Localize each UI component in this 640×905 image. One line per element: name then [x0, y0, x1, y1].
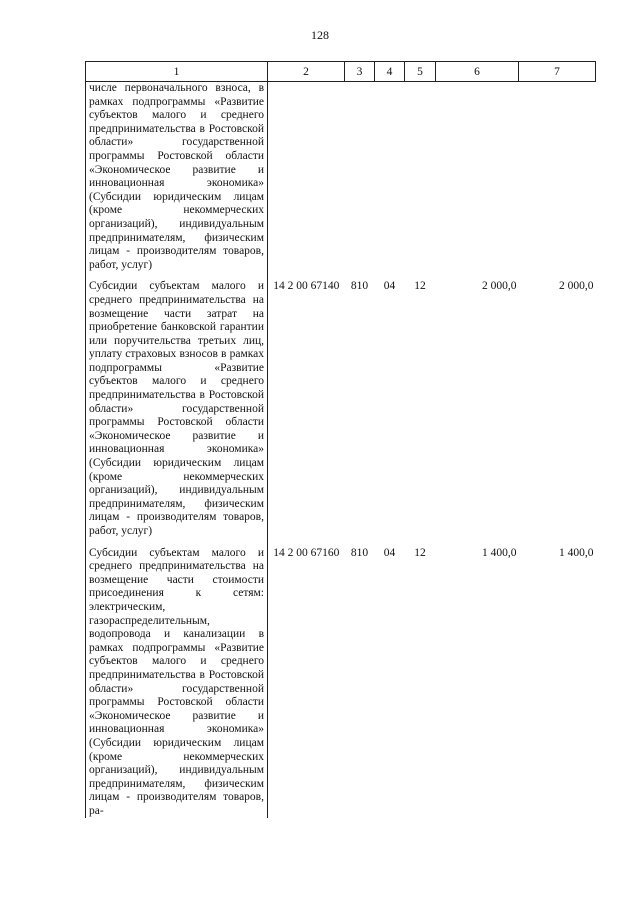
header-col-7: 7 [519, 62, 596, 82]
header-col-2: 2 [268, 62, 345, 82]
header-col-5: 5 [405, 62, 436, 82]
header-col-1: 1 [86, 62, 268, 82]
row-col5 [405, 82, 436, 273]
row-col4 [375, 82, 405, 273]
header-row [86, 62, 596, 82]
row-col3: 810 [350, 280, 369, 293]
row-col4: 04 [383, 280, 396, 293]
row-description: числе первоначального взноса, в рамках подпрограммы «Развитие субъектов малого и среднего предпринимательства в Ростовской области» государственной программы Ростовской области «Экономическое развитие и инновационная экономика» (Субсидии юридическим лицам (кроме некоммерческих организаций), индивидуальным предпринимателям, физическим лицам - производителям товаров, работ, услуг) [89, 82, 264, 271]
row-code: 14 2 00 67160 [273, 546, 340, 559]
row-code [268, 82, 345, 273]
row-col6: 2 000,0 [482, 280, 517, 293]
row-col7: 1 400,0 [559, 546, 594, 559]
row-col5: 12 [414, 546, 426, 559]
row-col7: 2 000,0 [559, 280, 594, 293]
row-col3 [345, 82, 375, 273]
row-description: Субсидии субъектам малого и среднего предпринимательства на возмещение части затрат на приобретение банковской гарантии или поручительства третьих лиц, уплату страховых взносов в рамках подпрограммы «Развитие субъектов малого и среднего предпринимательства в Ростовской области» государственной программы Ростовской области «Экономическое развитие и инновационная экономика» (Субсидии юридическим лицам (кроме некоммерческих организаций), индивидуальным предпринимателям, физическим лицам - производителям товаров, работ, услуг) [89, 280, 264, 537]
header-col-4: 4 [375, 62, 405, 82]
page-number: 128 [311, 28, 329, 42]
header-col-3: 3 [345, 62, 375, 82]
row-col4: 04 [383, 546, 396, 559]
row-col7 [519, 82, 596, 273]
row-col5: 12 [414, 280, 426, 293]
header-col-6: 6 [436, 62, 519, 82]
row-col3: 810 [350, 546, 369, 559]
row-col6 [436, 82, 519, 273]
budget-table [85, 61, 596, 818]
row-col6: 1 400,0 [482, 546, 517, 559]
table-row [86, 280, 596, 538]
row-code: 14 2 00 67140 [273, 280, 340, 293]
row-description: Субсидии субъектам малого и среднего предпринимательства на возмещение части стоимости присоединения к сетям: электрическим, газораспределительным, водопровода и канализации в рамках подпрограммы «Развитие субъектов малого и среднего предпринимательства в Ростовской области» государственной программы Ростовской области «Экономическое развитие и инновационная экономика» (Субсидии юридическим лицам (кроме некоммерческих организаций), индивидуальным предпринимателям, физическим лицам - производителям товаров, ра- [89, 546, 264, 817]
table-row [86, 82, 596, 273]
table-row [86, 547, 596, 819]
